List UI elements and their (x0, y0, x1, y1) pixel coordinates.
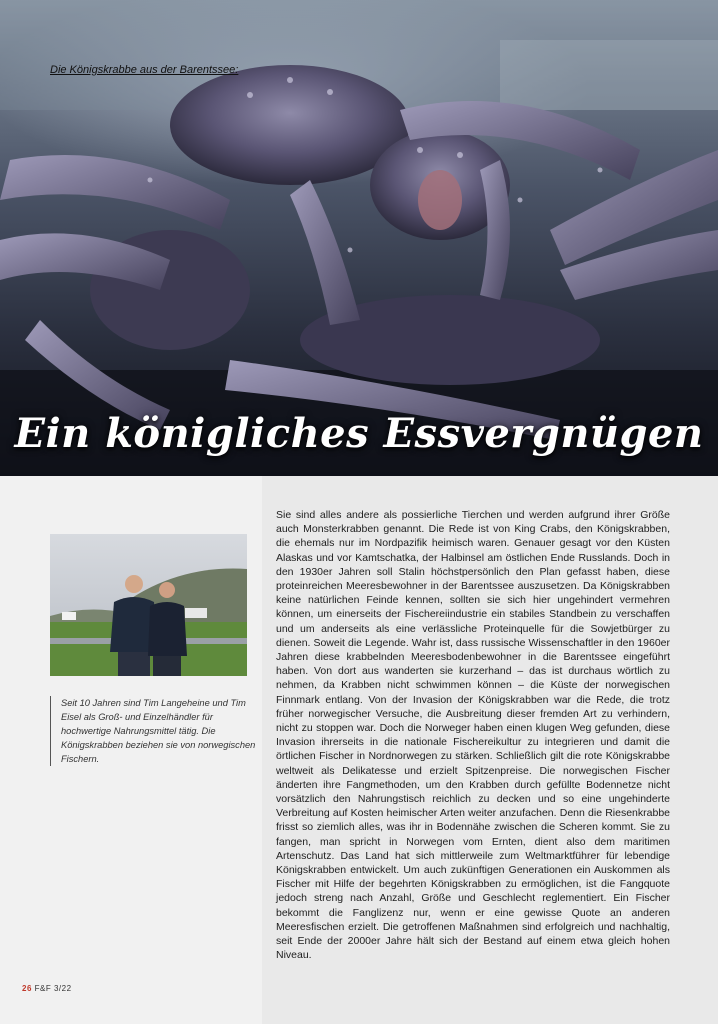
page-footer (22, 984, 72, 993)
page-title: Ein königliches Essvergnügen (14, 410, 704, 457)
hero-photo (0, 0, 718, 476)
two-men-illustration (50, 534, 247, 676)
portrait-photo (50, 534, 247, 676)
hero-caption: Die Königskrabbe aus der Barentssee: (50, 64, 239, 76)
photo-caption: Seit 10 Jahren sind Tim Langeheine und Tim Eisel als Groß- und Einzelhändler für hochwertige Nahrungsmittel tätig. Die Königskrabben beziehen sie von norwegischen Fischern. (50, 696, 261, 766)
page-number: 26 (22, 984, 32, 993)
magazine-issue: F&F 3/22 (34, 984, 72, 993)
article-body: Sie sind alles andere als possierliche Tierchen und werden aufgrund ihrer Größe auch Monsterkrabben genannt. Die Rede ist von King Crabs, den Königskrabben, die ehemals nur im Nordpazifik heimisch waren. Genauer gesagt vor den Küsten Alaskas und vor Kamtschatka, der Halbinsel am östlichen Ende Russlands. Doch in den 1930er Jahren soll Stalin höchstpersönlich den Plan gefasst haben, diese proteinreichen Meeresbewohner in der Barentssee auszusetzen. Da Königskrabben keine natürlichen Feinde kennen, sollten sie sich hier ungehindert vermehren können, um einerseits der Fischereiindustrie ein stabiles Standbein zu verschaffen und um anderseits als eine verlässliche Proteinquelle für die Sowjetbürger zu dienen. Soweit die Legende. Wahr ist, dass russische Wissenschaftler in den 1960er Jahren diese krabbelnden Meeresbodenbewohner in die Barentssee eingeführt haben. Von dort aus wanderten sie kurzerhand – das ist durchaus wörtlich zu nehmen, da Krabben nicht schwimmen können – die Küste der norwegischen Finnmark entlang. Von der Invasion der Königskrabben war die Rede, die trotz früher norwegischer Versuche, die Ausbreitung dieser fremden Art zu verhindern, nicht zu stoppen war. Doch die Norweger haben einen klugen Weg gefunden, diese Invasion ihrerseits in die nationale Fischereikultur zu integrieren und damit die örtlichen Fischer in Nordnorwegen zu stärken. Schließlich gilt die rote Königskrabbe weltweit als Delikatesse und erzielt Spitzenpreise. Die norwegischen Fischer änderten ihre Fangmethoden, um den Krabben durch gefüllte Bodennetze nicht vorsätzlich den Nahrungstisch reichlich zu decken und so eine ungehinderte Verbreitung auf Kosten heimischer Arten weiter anzufachen. Denn die Riesenkrabbe frisst so ziemlich alles, was ihr in Bodennähe zwischen die Scheren kommt. Sie zu fangen, man spricht in Norwegen vom Ernten, dient also dem maritimen Artenschutz. Das Land hat sich mittlerweile zum Weltmarktführer für lebendige Königskrabben entwickelt. Um auch zukünftigen Generationen ein Auskommen als Fischer mit Hilfe der begehrten Königskrabben zu ermöglichen, ist die Fangquote jedoch streng nach Anzahl, Größe und Geschlecht reglementiert. Ein Fischer bekommt die Fanglizenz nur, wenn er eine gewisse Quote an anderen Meeresfischen erzielt. Die getroffenen Maßnahmen sind erfolgreich und nachhaltig, seit Ende der 2000er Jahre hält sich der Bestand auf einem etwa gleich hohen Niveau. (276, 509, 670, 962)
